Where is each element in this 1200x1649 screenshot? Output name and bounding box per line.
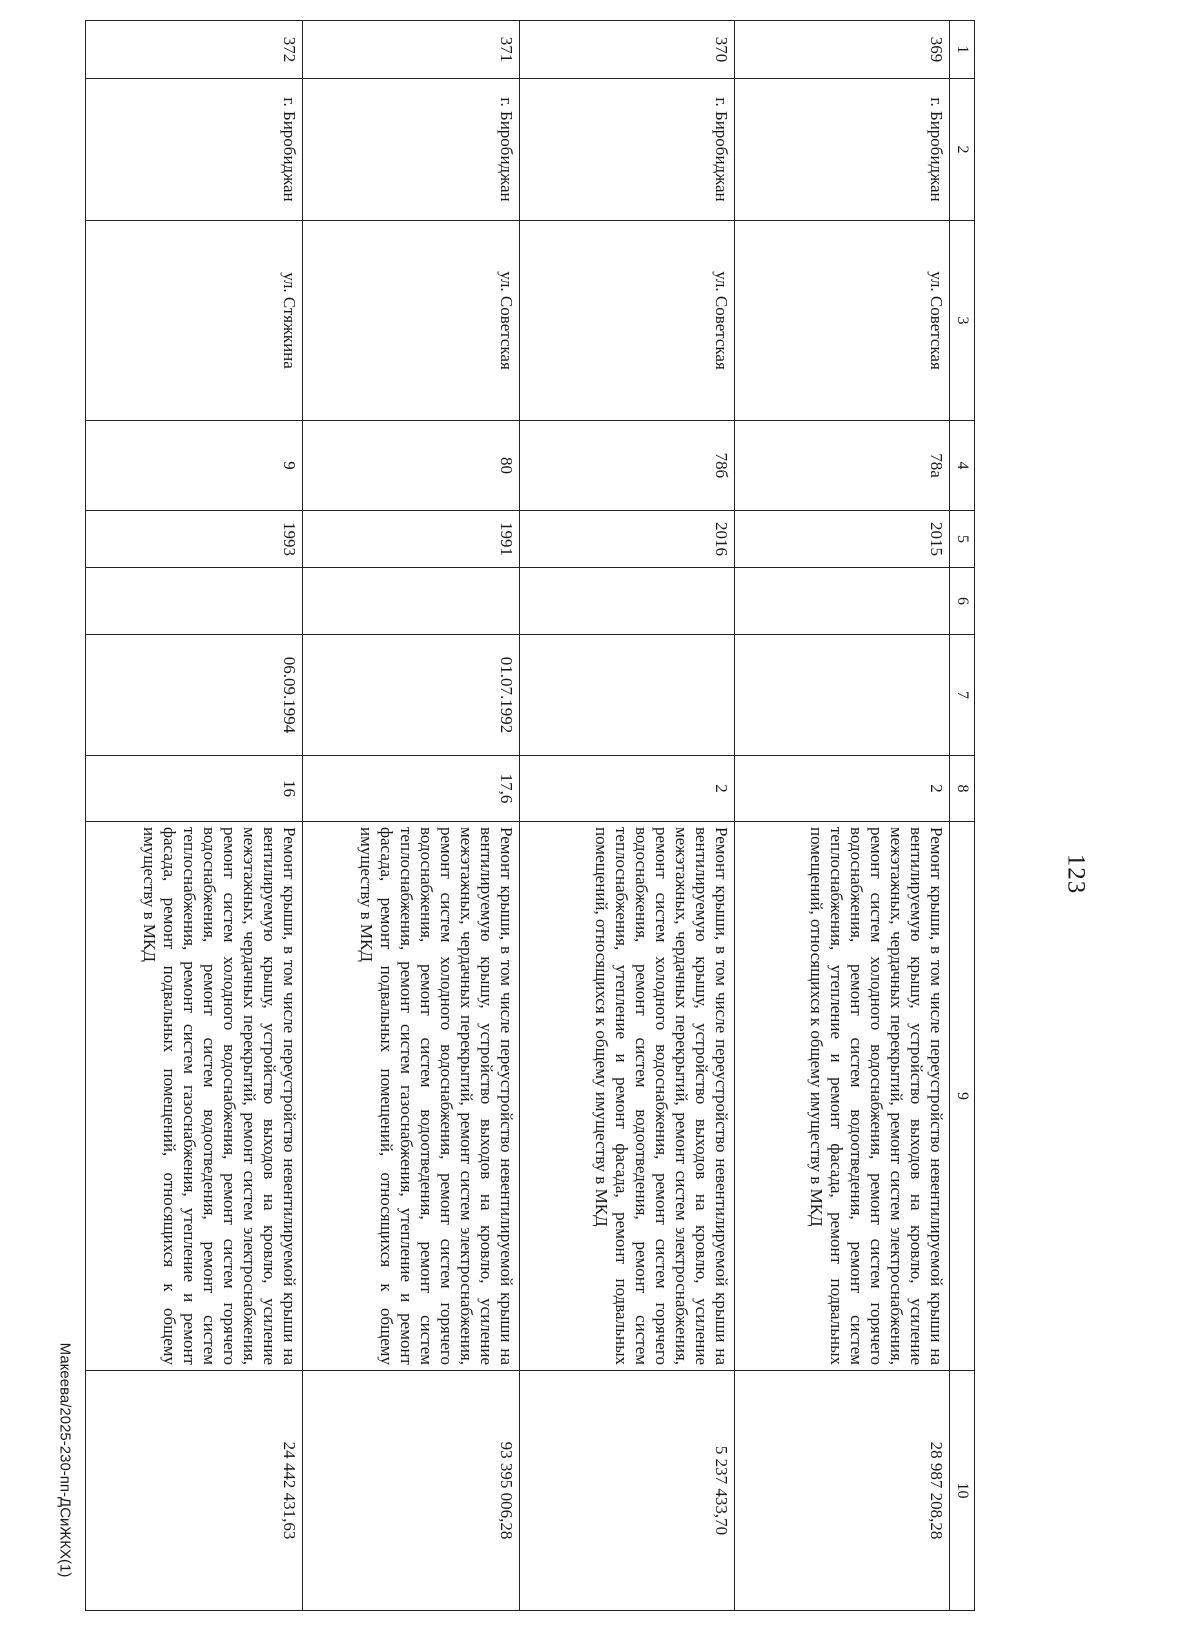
works-description-cell: Ремонт крыши, в том числе переустройство невентилируемой крыши на вентилируемую крышу, устройство выходов на кровлю, усиление межэтажных, чердачных перекрытий, ремонт систем электроснабжения, ремонт систем холодного водоснабжения, ремонт систем горячего водоснабжения, ремонт систем водоотведения, ремонт систем теплоснабжения, утепление и ремонт фасада, ремонт подвальных помещений, относящихся к общему имуществу в МКД	[520, 822, 735, 1371]
column-8-cell: 2	[735, 756, 950, 822]
city-cell: г. Биробиджан	[303, 79, 520, 221]
house-cell: 78а	[735, 421, 950, 511]
city-cell: г. Биробиджан	[520, 79, 735, 221]
house-cell: 78б	[520, 421, 735, 511]
amount-cell: 93 395 006,28	[303, 1371, 520, 1611]
page-number: 123	[1062, 853, 1090, 895]
column-8-cell: 17,6	[303, 756, 520, 822]
column-6-cell	[86, 568, 303, 635]
street-cell: ул. Советская	[735, 221, 950, 421]
works-description-cell: Ремонт крыши, в том числе переустройство невентилируемой крыши на вентилируемую крышу, устройство выходов на кровлю, усиление межэтажных, чердачных перекрытий, ремонт систем электроснабжения, ремонт систем холодного водоснабжения, ремонт систем горячего водоснабжения, ремонт систем водоотведения, ремонт систем теплоснабжения, ремонт систем газоснабжения, утепление и ремонт фасада, ремонт подвальных помещений, относящихся к общему имуществу в МКД	[86, 822, 303, 1371]
column-8-cell: 2	[520, 756, 735, 822]
column-6-cell	[520, 568, 735, 635]
column-number: 2	[950, 79, 975, 221]
works-description-cell: Ремонт крыши, в том числе переустройство невентилируемой крыши на вентилируемую крышу, устройство выходов на кровлю, усиление межэтажных, чердачных перекрытий, ремонт систем электроснабжения, ремонт систем холодного водоснабжения, ремонт систем горячего водоснабжения, ремонт систем водоотведения, ремонт систем теплоснабжения, утепление и ремонт фасада, ремонт подвальных помещений, относящихся к общему имуществу в МКД	[735, 822, 950, 1371]
year-cell: 1991	[303, 511, 520, 568]
table-row	[735, 21, 950, 1611]
date-cell	[520, 635, 735, 756]
row-number: 369	[735, 21, 950, 79]
works-table-container	[123, 20, 975, 1610]
city-cell: г. Биробиджан	[86, 79, 303, 221]
street-cell: ул. Советская	[303, 221, 520, 421]
amount-cell: 5 237 433,70	[520, 1371, 735, 1611]
column-number: 1	[950, 21, 975, 79]
row-number: 370	[520, 21, 735, 79]
table-row	[86, 21, 303, 1611]
column-number: 10	[950, 1371, 975, 1611]
column-number: 5	[950, 511, 975, 568]
street-cell: ул. Стяжкина	[86, 221, 303, 421]
works-description-cell: Ремонт крыши, в том числе переустройство невентилируемой крыши на вентилируемую крышу, устройство выходов на кровлю, усиление межэтажных, чердачных перекрытий, ремонт систем электроснабжения, ремонт систем холодного водоснабжения, ремонт систем горячего водоснабжения, ремонт систем водоотведения, ремонт систем теплоснабжения, ремонт систем газоснабжения, утепление и ремонт фасада, ремонт подвальных помещений, относящихся к общему имуществу в МКД	[303, 822, 520, 1371]
row-number: 372	[86, 21, 303, 79]
document-footer: Макеева/2025-230-пп-ДСиЖКХ(1)	[56, 1342, 74, 1578]
year-cell: 2016	[520, 511, 735, 568]
row-number: 371	[303, 21, 520, 79]
column-number: 9	[950, 822, 975, 1371]
column-number: 7	[950, 635, 975, 756]
column-number-row	[950, 21, 975, 1611]
amount-cell: 24 442 431,63	[86, 1371, 303, 1611]
city-cell: г. Биробиджан	[735, 79, 950, 221]
column-number: 8	[950, 756, 975, 822]
table-row	[520, 21, 735, 1611]
column-8-cell: 16	[86, 756, 303, 822]
street-cell: ул. Советская	[520, 221, 735, 421]
date-cell: 01.07.1992	[303, 635, 520, 756]
column-6-cell	[303, 568, 520, 635]
house-cell: 80	[303, 421, 520, 511]
column-number: 3	[950, 221, 975, 421]
works-table	[85, 20, 975, 1611]
column-number: 4	[950, 421, 975, 511]
column-6-cell	[735, 568, 950, 635]
amount-cell: 28 987 208,28	[735, 1371, 950, 1611]
year-cell: 1993	[86, 511, 303, 568]
year-cell: 2015	[735, 511, 950, 568]
date-cell	[735, 635, 950, 756]
house-cell: 9	[86, 421, 303, 511]
column-number: 6	[950, 568, 975, 635]
table-row	[303, 21, 520, 1611]
date-cell: 06.09.1994	[86, 635, 303, 756]
